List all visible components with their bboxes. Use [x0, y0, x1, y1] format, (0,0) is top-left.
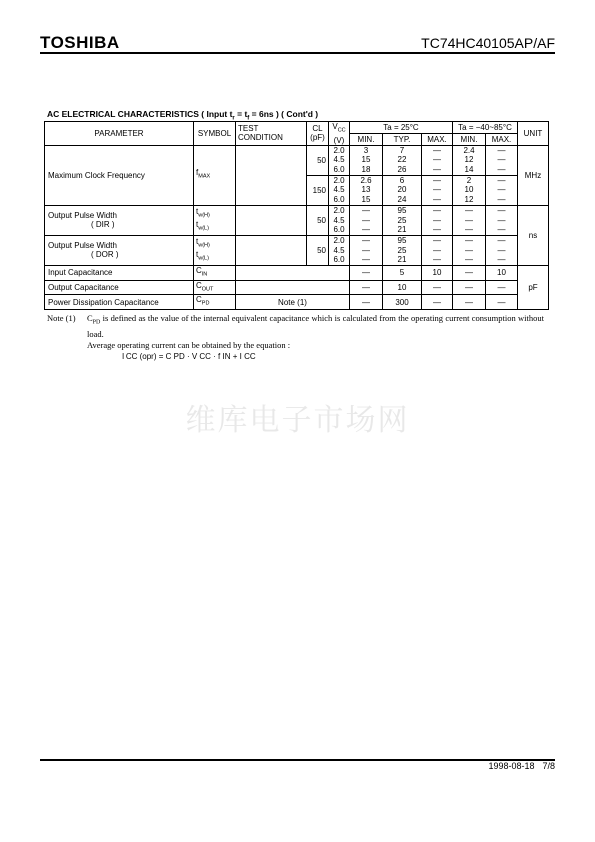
typ-values: 6 20 24: [383, 175, 422, 205]
note-body: $C_{PD}$ is defined as the value of the internal equivalent capacitance which is calculated from the operating current consumption without load.: [87, 313, 544, 339]
condition-cout: [236, 280, 350, 295]
condition-cin: [236, 266, 350, 281]
ac-characteristics-table: [44, 121, 549, 310]
min-values: — — —: [350, 205, 383, 235]
condition-pulse-dor: [236, 235, 307, 265]
max2-values: — — —: [486, 145, 518, 175]
note-label: Note (1): [47, 313, 76, 323]
min2-values: 2.4 12 14: [453, 145, 486, 175]
table-row-cpd: [45, 295, 549, 310]
unit-mhz: MHz: [518, 145, 549, 205]
param-cpd: Power Dissipation Capacitance: [45, 295, 194, 310]
param-pulse-dor: Output Pulse Width ( DOR ): [45, 235, 194, 265]
header-min: MIN.: [350, 133, 383, 145]
cout-max2: —: [486, 280, 518, 295]
table-row-fmax-50: [45, 145, 549, 175]
min-values: — — —: [350, 235, 383, 265]
cl-value: 150: [307, 175, 329, 205]
table-row-pulse-dor: [45, 235, 549, 265]
cout-min: —: [350, 280, 383, 295]
cin-min: —: [350, 266, 383, 281]
header-min-2: MIN.: [453, 133, 486, 145]
param-cin: Input Capacitance: [45, 266, 194, 281]
header-vcc: $V_{CC}$ (V): [329, 122, 350, 146]
header-cl: CL (pF): [307, 122, 329, 146]
header-row-1: [45, 122, 549, 134]
note-formula: I CC (opr) = C PD · V CC · f IN + I CC: [122, 351, 256, 361]
header-max: MAX.: [422, 133, 453, 145]
header-max-2: MAX.: [486, 133, 518, 145]
symbol-cin: $C_{IN}$: [194, 266, 236, 281]
max-values: — — —: [422, 235, 453, 265]
min-values: 3 15 18: [350, 145, 383, 175]
watermark: 维库电子市场网: [185, 403, 410, 438]
max-values: — — —: [422, 175, 453, 205]
typ-values: 95 25 21: [383, 235, 422, 265]
cl-value: 50: [307, 145, 329, 175]
param-pulse-dir: Output Pulse Width ( DIR ): [45, 205, 194, 235]
symbol-cout: $C_{OUT}$: [194, 280, 236, 295]
vcc-values: 2.0 4.5 6.0: [329, 145, 350, 175]
header-ta25: Ta = 25°C: [350, 122, 453, 134]
header-symbol: SYMBOL: [194, 122, 236, 146]
footer-date: 1998-08-18: [488, 761, 535, 771]
footer: [480, 761, 555, 771]
cpd-min: —: [350, 295, 383, 310]
cout-min2: —: [453, 280, 486, 295]
cl-value: 50: [307, 205, 329, 235]
unit-ns: ns: [518, 205, 549, 265]
max-values: — — —: [422, 145, 453, 175]
header-parameter: PARAMETER: [45, 122, 194, 146]
cpd-typ: 300: [383, 295, 422, 310]
header-divider: [40, 52, 555, 54]
condition-cpd: Note (1): [236, 295, 350, 310]
footer-divider: [40, 759, 555, 761]
notes-section: [47, 313, 544, 362]
symbol-fmax: $f_{MAX}$: [194, 145, 236, 205]
table-row-cin: [45, 266, 549, 281]
header-unit: UNIT: [518, 122, 549, 146]
toshiba-logo: TOSHIBA: [40, 33, 120, 52]
symbol-pulse-dor: $t_{w(H)}$ $t_{w(L)}$: [194, 235, 236, 265]
symbol-cpd: $C_{PD}$: [194, 295, 236, 310]
cpd-max2: —: [486, 295, 518, 310]
section-title: AC ELECTRICAL CHARACTERISTICS ( Input $t_r = t_f = 6ns$ ) ( Cont'd ): [47, 109, 319, 122]
param-fmax: Maximum Clock Frequency: [45, 145, 194, 205]
note-equation-intro: Average operating current can be obtained by the equation :: [87, 339, 291, 350]
max2-values: — — —: [486, 235, 518, 265]
header-test-condition: TEST CONDITION: [236, 122, 307, 146]
typ-values: 95 25 21: [383, 205, 422, 235]
min2-values: — — —: [453, 235, 486, 265]
header-ta-range: Ta = −40~85°C: [453, 122, 518, 134]
cout-typ: 10: [383, 280, 422, 295]
max-values: — — —: [422, 205, 453, 235]
max2-values: — — —: [486, 175, 518, 205]
footer-page: 7/8: [542, 761, 555, 771]
unit-pf: pF: [518, 266, 549, 310]
min2-values: 2 10 12: [453, 175, 486, 205]
cpd-max: —: [422, 295, 453, 310]
table-row-pulse-dir: [45, 205, 549, 235]
cin-max: 10: [422, 266, 453, 281]
min-values: 2.6 13 15: [350, 175, 383, 205]
max2-values: — — —: [486, 205, 518, 235]
cout-max: —: [422, 280, 453, 295]
vcc-values: 2.0 4.5 6.0: [329, 175, 350, 205]
cin-min2: —: [453, 266, 486, 281]
table-row-cout: [45, 280, 549, 295]
vcc-values: 2.0 4.5 6.0: [329, 235, 350, 265]
header-typ: TYP.: [383, 133, 422, 145]
min2-values: — — —: [453, 205, 486, 235]
param-cout: Output Capacitance: [45, 280, 194, 295]
cl-value: 50: [307, 235, 329, 265]
part-number: TC74HC40105AP/AF: [421, 35, 555, 51]
cpd-min2: —: [453, 295, 486, 310]
cin-typ: 5: [383, 266, 422, 281]
symbol-pulse-dir: $t_{w(H)}$ $t_{w(L)}$: [194, 205, 236, 235]
condition-fmax: [236, 145, 307, 205]
condition-pulse-dir: [236, 205, 307, 235]
vcc-values: 2.0 4.5 6.0: [329, 205, 350, 235]
cin-max2: 10: [486, 266, 518, 281]
typ-values: 7 22 26: [383, 145, 422, 175]
